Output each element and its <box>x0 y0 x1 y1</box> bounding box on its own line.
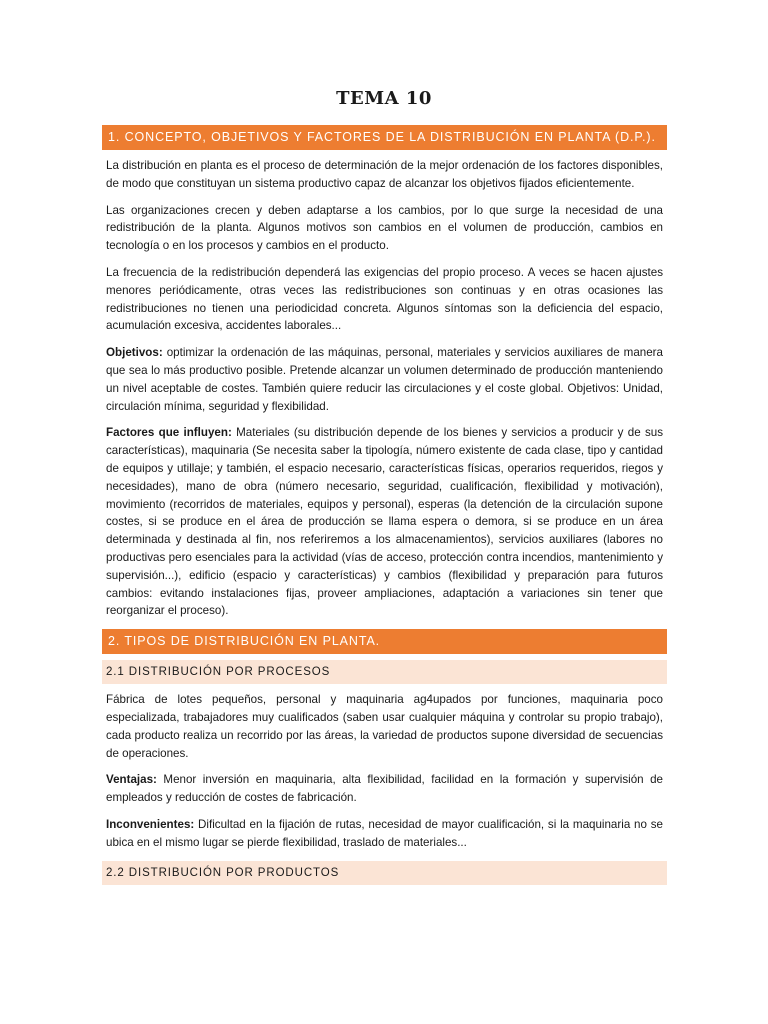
section-1-heading: 1. CONCEPTO, OBJETIVOS Y FACTORES DE LA DISTRIBUCIÓN EN PLANTA (D.P.). <box>102 125 667 150</box>
inconvenientes-label: Inconvenientes: <box>106 817 195 831</box>
subsection-2-2-heading: 2.2 DISTRIBUCIÓN POR PRODUCTOS <box>102 861 667 885</box>
inconvenientes-paragraph <box>102 816 667 852</box>
section-1-paragraph-3: La frecuencia de la redistribución dependerá las exigencias del propio proceso. A veces se hacen ajustes menores periódicamente, otras veces las redistribuciones son continuas y en otras ocasiones las redistribuciones no tienen una periodicidad concreta. Algunos síntomas son la deficiencia del espacio, acumulación excesiva, accidentes laborales... <box>106 265 663 333</box>
ventajas-label: Ventajas: <box>106 773 157 787</box>
document-body <box>102 125 667 885</box>
ventajas-paragraph <box>102 771 667 807</box>
inconvenientes-text: Dificultad en la fijación de rutas, necesidad de mayor cualificación, si la maquinaria no se ubica en el mismo lugar se pierde flexibilidad, traslado de materiales... <box>106 817 663 849</box>
subsection-2-1-heading: 2.1 DISTRIBUCIÓN POR PROCESOS <box>102 660 667 684</box>
subsection-2-1-paragraph: Fábrica de lotes pequeños, personal y maquinaria ag4upados por funciones, maquinaria poco especializada, trabajadores muy cualificados (saben usar cualquier máquina y controlar su propio trabajo), cada producto realiza un recorrido por las áreas, la variedad de productos supone diversidad de secuencias de operaciones. <box>106 693 663 760</box>
section-2-heading: 2. TIPOS DE DISTRIBUCIÓN EN PLANTA. <box>102 629 667 654</box>
page-title: TEMA 10 <box>336 88 432 109</box>
factores-label: Factores que influyen: <box>106 426 232 440</box>
objetivos-text: optimizar la ordenación de las máquinas, personal, materiales y servicios auxiliares de manera que sea lo más productivo posible. Pretende alcanzar un volumen determinado de producción manteniendo un nivel aceptable de costes. También quiere reducir las circulaciones y el coste global. Objetivos: Unidad, circulación mínima, seguridad y flexibilidad. <box>106 346 663 413</box>
objetivos-label: Objetivos: <box>106 346 163 360</box>
factores-paragraph <box>102 424 667 620</box>
factores-text: Materiales (su distribución depende de los bienes y servicios a producir y de sus características), maquinaria (Se necesita saber la tipología, número existente de cada clase, tipo y cantidad de equipos y utillaje; y también, el espacio necesario, características físicas, operarios requeridos, riegos y necesidades), mano de obra (número necesario, seguridad, cualificación, flexibilidad y motivación), movimiento (recorridos de materiales, equipos y personal), esperas (la detención de la circulación supone costes, si se produce en el área de producción se llama espera o demora, si se produce en un área determinada y destinada al fin, nos referiremos a los almacenamientos), servicios auxiliares (labores no productivas pero esenciales para la actividad (vías de acceso, protección contra incendios, mantenimiento y supervisión...), edificio (espacio y características) y cambios (flexibilidad y preparación para futuros cambios: evitando instalaciones fijas, proveer ampliaciones, adaptación a variaciones sin tener que reorganizar el proceso). <box>106 426 663 618</box>
section-1-paragraph-1: La distribución en planta es el proceso de determinación de la mejor ordenación de los factores disponibles, de modo que constituyan un sistema productivo capaz de alcanzar los objetivos fijados eficientemente. <box>106 159 663 190</box>
ventajas-text: Menor inversión en maquinaria, alta flexibilidad, facilidad en la formación y supervisión de empleados y reducción de costes de fabricación. <box>106 773 663 805</box>
objetivos-paragraph <box>102 344 667 415</box>
section-1-paragraph-2: Las organizaciones crecen y deben adaptarse a los cambios, por lo que surge la necesidad de una redistribución de la planta. Algunos motivos son cambios en el volumen de producción, cambios en tecnología o en los procesos y cambios en el producto. <box>106 203 663 253</box>
